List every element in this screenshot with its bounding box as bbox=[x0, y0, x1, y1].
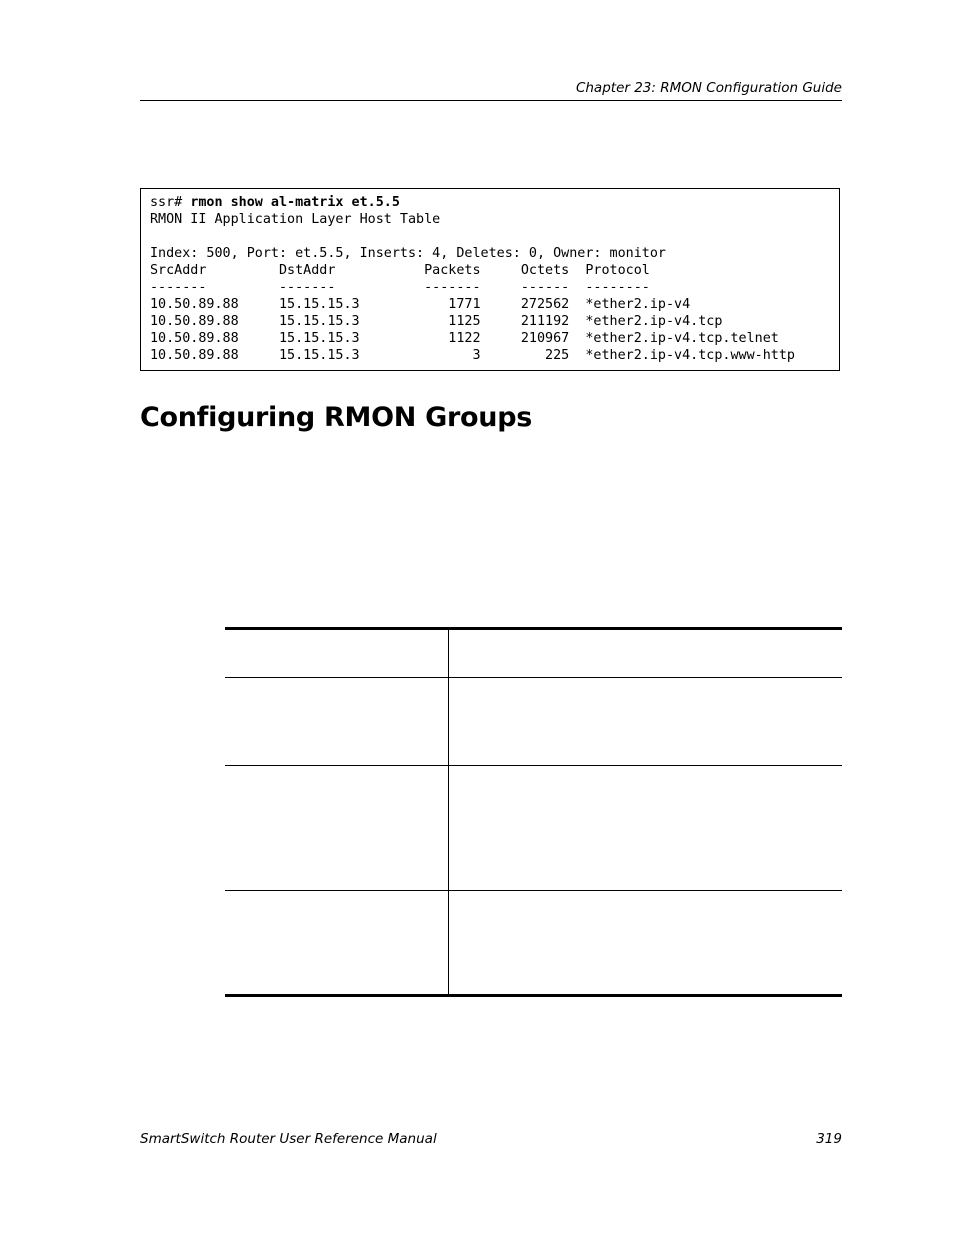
code-line: RMON II Application Layer Host Table bbox=[150, 212, 441, 227]
code-example bbox=[140, 188, 840, 371]
table-column-divider bbox=[448, 627, 449, 997]
table-row bbox=[225, 891, 842, 997]
code-line: 10.50.89.88 15.15.15.3 1125 211192 *ether2.ip-v4.tcp bbox=[150, 314, 723, 329]
code-line: 10.50.89.88 15.15.15.3 3 225 *ether2.ip-v4.tcp.www-http bbox=[150, 348, 795, 363]
code-prompt: ssr# bbox=[150, 195, 191, 210]
table-row bbox=[225, 678, 842, 766]
code-line: 10.50.89.88 15.15.15.3 1122 210967 *ether2.ip-v4.tcp.telnet bbox=[150, 331, 779, 346]
section-title: Configuring RMON Groups bbox=[140, 402, 533, 433]
code-line: 10.50.89.88 15.15.15.3 1771 272562 *ether2.ip-v4 bbox=[150, 297, 691, 312]
page-header bbox=[140, 78, 842, 101]
code-line: Index: 500, Port: et.5.5, Inserts: 4, Deletes: 0, Owner: monitor bbox=[150, 246, 666, 261]
table-row bbox=[225, 766, 842, 891]
code-line: SrcAddr DstAddr Packets Octets Protocol bbox=[150, 263, 650, 278]
code-line: ------- ------- ------- ------ -------- bbox=[150, 280, 650, 295]
chapter-title: Chapter 23: RMON Configuration Guide bbox=[575, 80, 842, 96]
code-command: rmon show al-matrix et.5.5 bbox=[190, 195, 400, 210]
code-text bbox=[150, 194, 795, 364]
table-row bbox=[225, 630, 842, 678]
page-number: 319 bbox=[816, 1131, 842, 1147]
footer-manual-title: SmartSwitch Router User Reference Manual bbox=[140, 1131, 437, 1147]
